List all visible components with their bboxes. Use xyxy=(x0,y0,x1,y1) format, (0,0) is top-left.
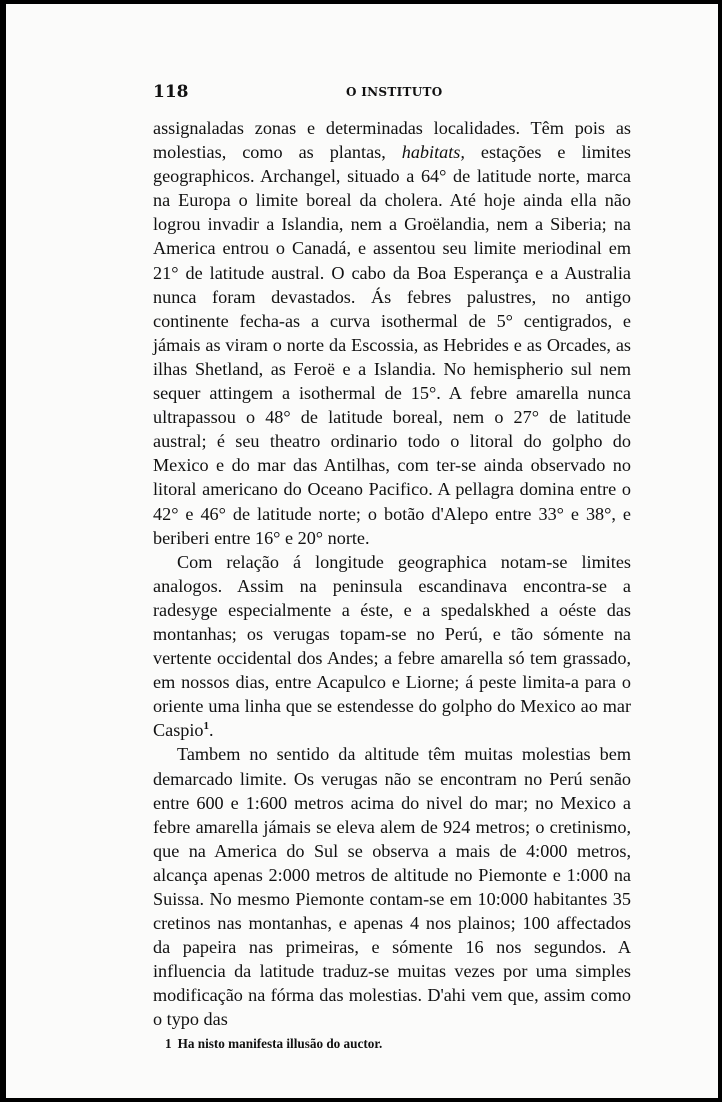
paragraph-3-text: Tambem no sentido da altitude têm muitas molestias bem demarcado limite. Os verugas não se encontram no Perú senão entre 600 e 1:600 metros acima do nivel do mar; no Mexico a febre amarella jámais se eleva alem de 924 metros; o cretinismo, que na America do Sul se observa a mais de 4:000 metros, alcança apenas 2:000 metros de altitude no Piemonte e 1:000 na Suissa. No mesmo Piemonte contam-se em 10:000 habitantes 35 cretinos nas montanhas, e apenas 4 nos plainos; 100 affectados da papeira nas primeiras, e sómente 16 nos segundos. A influencia da latitude traduz-se muitas vezes por uma simples modificação na fórma das molestias. D'ahi vem que, assim como o typo das xyxy=(153,744,631,1030)
paragraph-2-end: . xyxy=(209,720,214,741)
book-page xyxy=(153,82,631,1052)
running-title: O INSTITUTO xyxy=(346,85,443,99)
body-text xyxy=(153,116,631,1032)
footnote-text: Ha nisto manifesta illusão do auctor. xyxy=(177,1035,383,1051)
paragraph-1 xyxy=(153,116,631,550)
italic-term: habitats, xyxy=(401,142,465,163)
running-header xyxy=(153,82,631,116)
footnote xyxy=(153,1036,631,1052)
paragraph-3 xyxy=(153,742,631,1031)
paragraph-2 xyxy=(153,550,631,743)
footnote-reference: 1 xyxy=(203,720,210,733)
footnote-number: 1 xyxy=(165,1035,172,1051)
paragraph-1-rest: estações e limites geographicos. Archangel, situado a 64° de latitude norte, marca na Europa o limite boreal da cholera. Até hoje ainda ella não logrou invadir a Islandia, nem a Groëlandia, nem a Siberia; na America entrou o Canadá, e assentou seu limite meriodinal em 21° de latitude austral. O cabo da Boa Esperança e a Australia nunca foram devastados. Ás febres palustres, no antigo continente fecha-as a curva isothermal de 5° centigrados, e jámais as viram o norte da Escossia, as Hebrides e as Orcades, as ilhas Shetland, as Feroë e a Islandia. No hemispherio sul nem sequer attingem a isothermal de 15°. A febre amarella nunca ultrapassou o 48° de latitude boreal, nem o 27° de latitude austral; é seu theatro ordinario todo o litoral do golpho do Mexico e do mar das Antilhas, com ter-se ainda observado no litoral americano do Oceano Pacifico. A pellagra domina entre o 42° e 46° de latitude norte; o botão d'Alepo entre 33° e 38°, e beriberi entre 16° e 20° norte. xyxy=(153,142,631,548)
paragraph-1-start: assignaladas zonas e determinadas localidades. Têm pois as molestias, como as plantas, xyxy=(153,118,631,163)
page-number: 118 xyxy=(153,82,189,102)
paragraph-2-text: Com relação á longitude geographica notam-se limites analogos. Assim na peninsula escandinava encontra-se a radesyge especialmente a éste, e a spedalskhed a oéste das montanhas; os verugas topam-se no Perú, e tão sómente na vertente occidental dos Andes; a febre amarella só tem grassado, em nossos dias, entre Acapulco e Liorne; á peste limita-a para o oriente uma linha que se estendesse do golpho do Mexico ao mar Caspio xyxy=(153,551,631,741)
